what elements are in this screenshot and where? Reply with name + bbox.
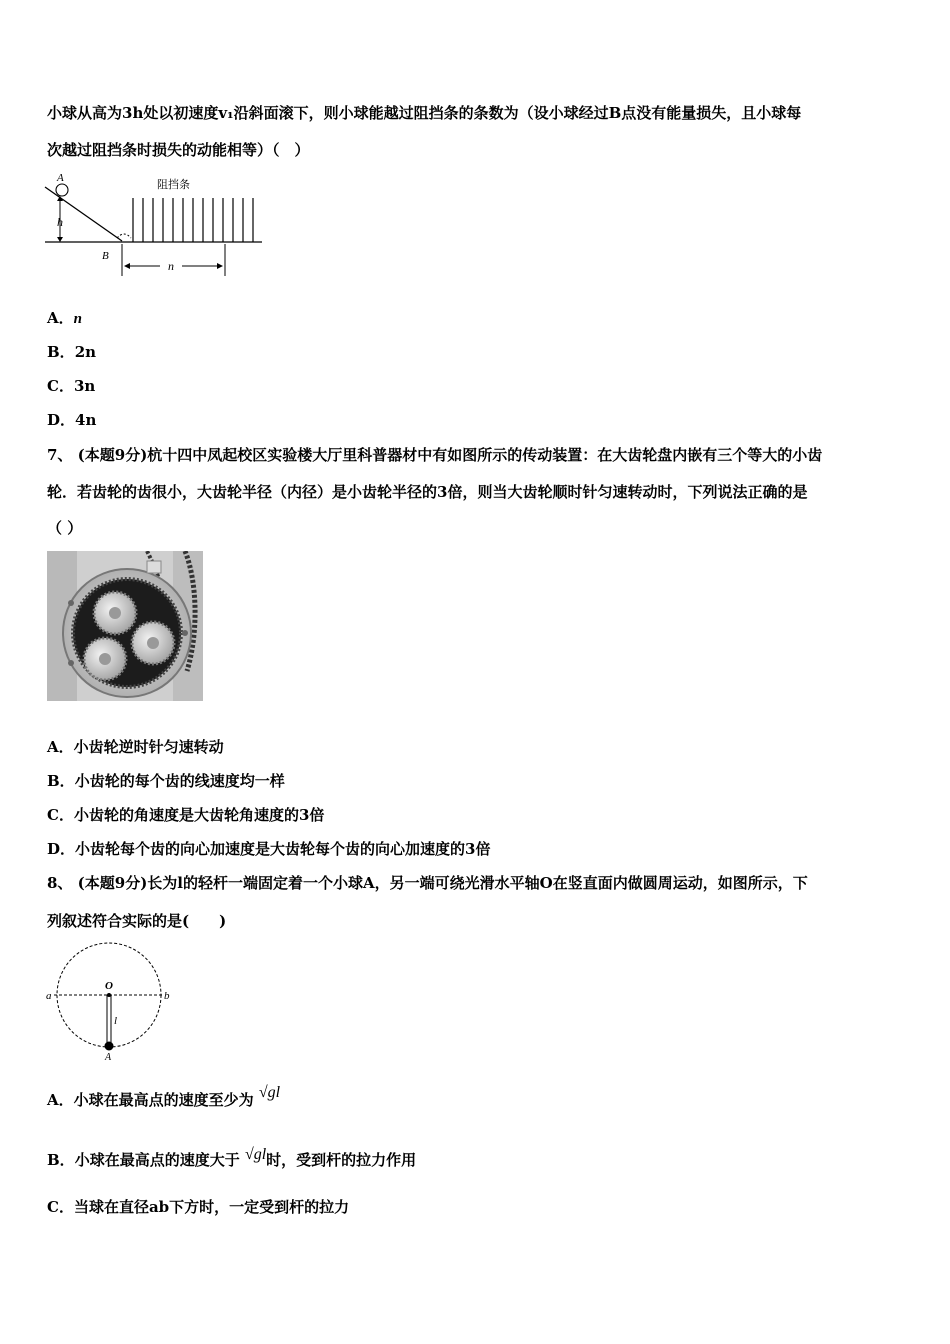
figure-label-a-lower: a: [46, 990, 52, 1002]
q6-option-d[interactable]: D．4n: [47, 411, 97, 429]
figure-label-a-ball: A: [105, 1052, 112, 1062]
figure-label-b-lower: b: [164, 990, 170, 1002]
q7-stem-line1: 7、 (本题9分)杭十四中凤起校区实验楼大厅里科普器材中有如图所示的传动装置：在大齿轮盘内嵌有三个等大的小齿: [47, 446, 823, 464]
figure-label-l: l: [114, 1015, 118, 1027]
rod-circle-figure: [44, 942, 176, 1062]
q7-stem-line2: 轮．若齿轮的齿很小，大齿轮半径（内径）是小齿轮半径的3倍，则当大齿轮顺时针匀速转动时，下列说法正确的是: [47, 483, 808, 501]
q8-stem-line2: 列叙述符合实际的是( ): [47, 912, 227, 930]
sqrt-gl-formula: √gl: [244, 1146, 267, 1163]
q7-option-b[interactable]: B．小齿轮的每个齿的线速度均一样: [47, 772, 285, 790]
q6-option-c[interactable]: C．3n: [47, 377, 96, 395]
figure-label-n: n: [168, 259, 174, 273]
q6-option-a[interactable]: A．n: [47, 309, 82, 327]
sqrt-gl-formula: √gl: [258, 1084, 281, 1101]
q6-stem-line1: 小球从高为3h处以初速度v₁沿斜面滚下，则小球能越过阻挡条的条数为（设小球经过B点没有能量损失，且小球每: [47, 104, 802, 122]
q8-option-c[interactable]: C．当球在直径ab下方时，一定受到杆的拉力: [47, 1198, 350, 1216]
q7-option-c[interactable]: C．小齿轮的角速度是大齿轮角速度的3倍: [47, 806, 325, 824]
q7-option-d[interactable]: D．小齿轮每个齿的向心加速度是大齿轮每个齿的向心加速度的3倍: [47, 840, 491, 858]
barrier-lines: [133, 198, 253, 242]
q6-option-b[interactable]: B．2n: [47, 343, 97, 361]
gear-apparatus-image: [47, 551, 203, 701]
slope-barrier-figure: [40, 168, 270, 280]
figure-label-h: h: [57, 215, 63, 229]
figure-label-o: O: [105, 980, 113, 992]
figure-label-barrier: 阻挡条: [157, 178, 190, 191]
q8-option-b[interactable]: B．小球在最高点的速度大于 √gl时，受到杆的拉力作用: [47, 1146, 417, 1169]
small-gear-right: [132, 622, 174, 664]
q7-stem-line3: （ ）: [47, 519, 83, 537]
q8-option-a[interactable]: A．小球在最高点的速度至少为 √gl: [47, 1084, 281, 1109]
small-gear-top: [94, 592, 136, 634]
q8-stem-line1: 8、 (本题9分)长为l的轻杆一端固定着一个小球A，另一端可绕光滑水平轴O在竖直面内做圆周运动，如图所示，下: [47, 874, 808, 892]
figure-label-a: A: [57, 172, 64, 184]
small-gear-bottom: [84, 638, 126, 680]
figure-label-b: B: [102, 250, 109, 262]
q7-option-a[interactable]: A．小齿轮逆时针匀速转动: [47, 738, 224, 756]
q6-stem-line2: 次越过阻挡条时损失的动能相等）（ ）: [47, 141, 310, 159]
